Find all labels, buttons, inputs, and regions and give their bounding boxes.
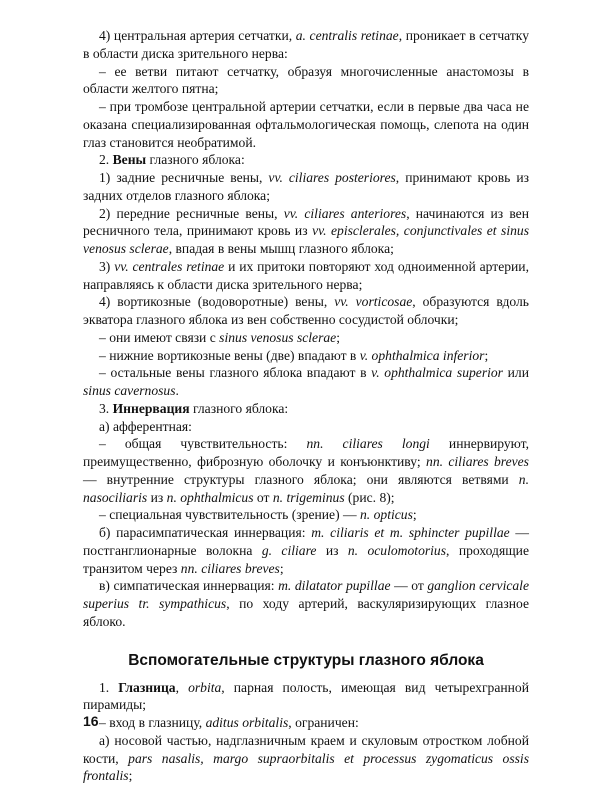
text-body	[83, 27, 529, 631]
section-heading: Вспомогательные структуры глазного яблока	[83, 651, 529, 671]
paragraph: 2. Вены глазного яблока:	[83, 151, 529, 169]
paragraph: – специальная чувствительность (зрение) — n. opticus;	[83, 506, 529, 524]
paragraph: 2) передние ресничные вены, vv. ciliares anteriores, начинаются из вен ресничного тела, принимают кровь из vv. episclerales, conjunctivales et sinus venosus sclerae, впадая в вены мышц глазного яблока;	[83, 205, 529, 258]
paragraph: 4) центральная артерия сетчатки, a. centralis retinae, проникает в сетчатку в области диска зрительного нерва:	[83, 27, 529, 63]
paragraph: а) афферентная:	[83, 418, 529, 436]
paragraph: 1) задние ресничные вены, vv. ciliares posteriores, принимают кровь из задних отделов глазного яблока;	[83, 169, 529, 205]
paragraph: в) симпатическая иннервация: m. dilatator pupillae — от ganglion cervicale superius tr. sympathicus, по ходу артерий, васкуляризирующих глазное яблоко.	[83, 577, 529, 630]
paragraph: – остальные вены глазного яблока впадают в v. ophthalmica superior или sinus cavernosus.	[83, 364, 529, 400]
paragraph: 3) vv. centrales retinae и их притоки повторяют ход одноименной артерии, направляясь к области диска зрительного нерва;	[83, 258, 529, 294]
paragraph: б) парасимпатическая иннервация: m. ciliaris et m. sphincter pupillae — постганглионарные волокна g. ciliare из n. oculomotorius, проходящие транзитом через nn. ciliares breves;	[83, 524, 529, 577]
paragraph: – общая чувствительность: nn. ciliares longi иннервируют, преимущественно, фиброзную оболочку и конъюнктиву; nn. ciliares breves — внутренние структуры глазного яблока; они являются ветвями n. nasociliaris из n. ophthalmicus от n. trigeminus (рис. 8);	[83, 435, 529, 506]
page-number: 16	[83, 713, 99, 729]
paragraph: 1. Глазница, orbita, парная полость, имеющая вид четырехгранной пирамиды;	[83, 679, 529, 715]
paragraph: 4) вортикозные (водоворотные) вены, vv. vorticosae, образуются вдоль экватора глазного яблока из вен собственно сосудистой облочки;	[83, 293, 529, 329]
paragraph: – нижние вортикозные вены (две) впадают в v. ophthalmica inferior;	[83, 347, 529, 365]
paragraph: – вход в глазницу, aditus orbitalis, ограничен:	[83, 714, 529, 732]
paragraph: – ее ветви питают сетчатку, образуя многочисленные анастомозы в области желтого пятна;	[83, 63, 529, 99]
paragraph: – при тромбозе центральной артерии сетчатки, если в первые два часа не оказана специализированная офтальмологическая помощь, слепота на один глаз становится необратимой.	[83, 98, 529, 151]
paragraph: – они имеют связи с sinus venosus sclerae;	[83, 329, 529, 347]
paragraph: а) носовой частью, надглазничным краем и скуловым отростком лобной кости, pars nasalis, margo supraorbitalis et processus zygomaticus ossis frontalis;	[83, 732, 529, 785]
section-body	[83, 679, 529, 785]
paragraph: 3. Иннервация глазного яблока:	[83, 400, 529, 418]
